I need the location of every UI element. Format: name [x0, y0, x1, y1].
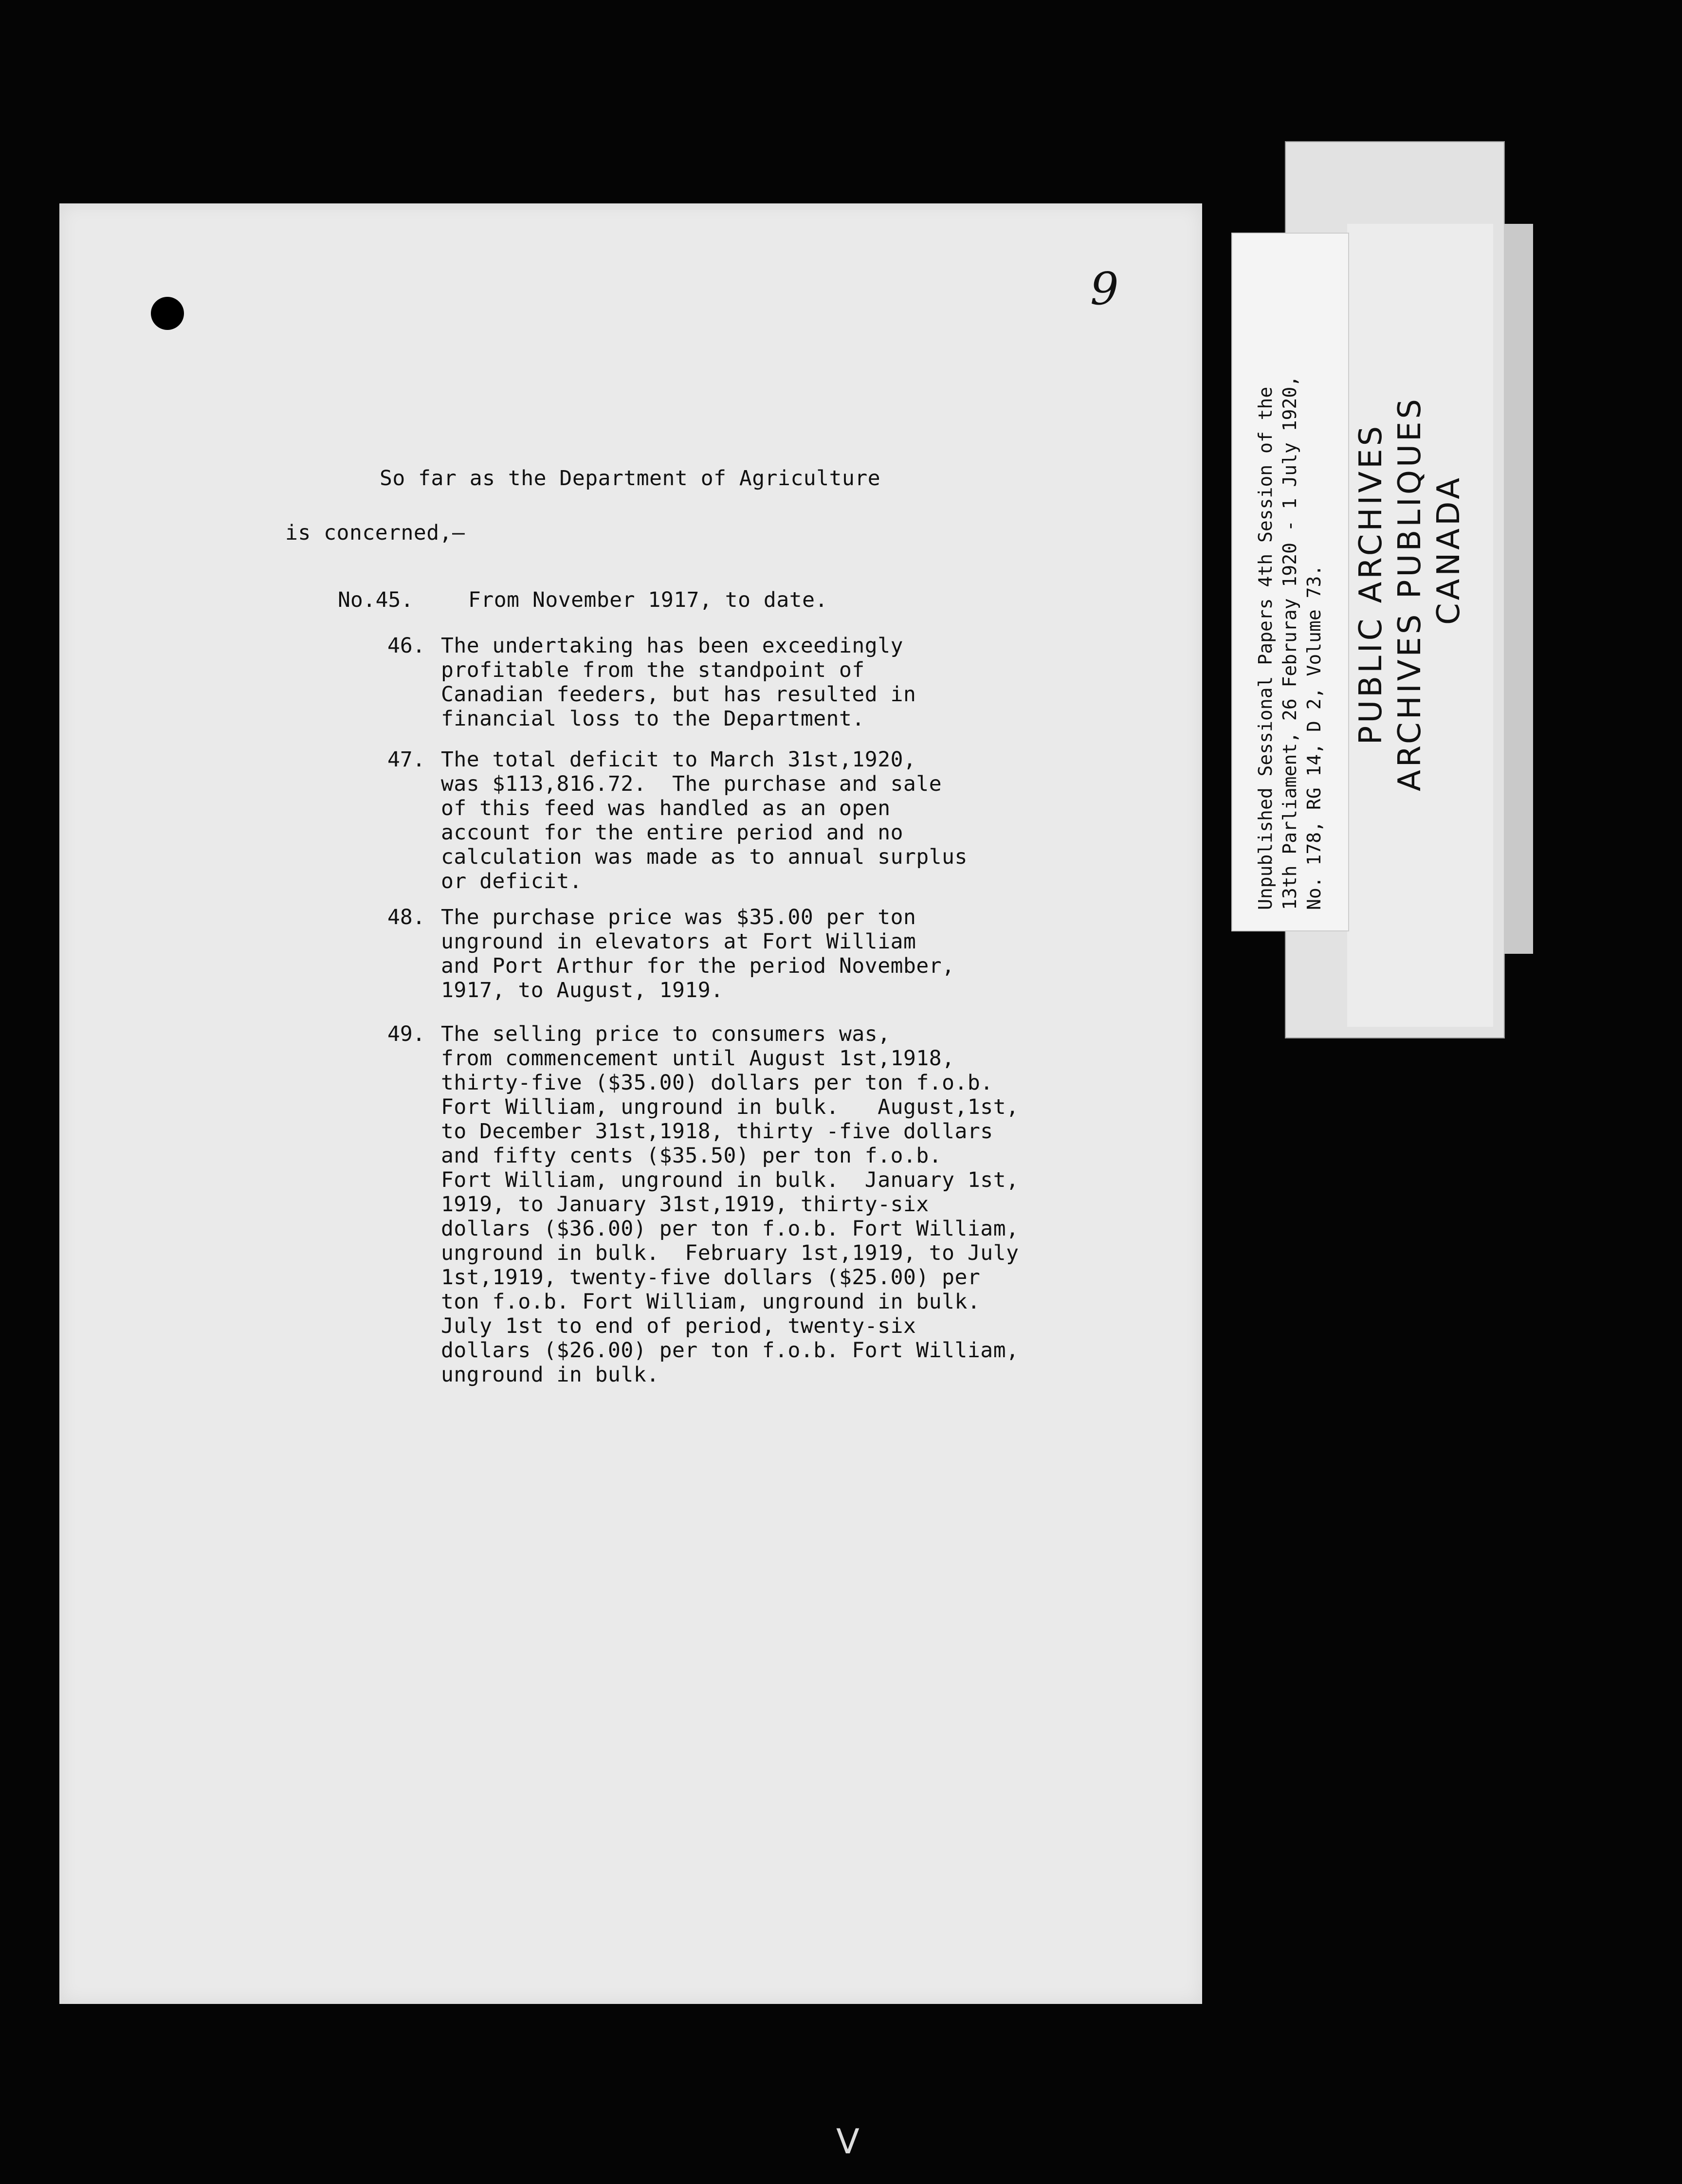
- paragraph-number-48: 48.: [387, 905, 425, 929]
- handwritten-page-number: 9: [1090, 263, 1119, 315]
- paragraph-text-45: From November 1917, to date.: [468, 588, 828, 612]
- paragraph-number-45: No.45.: [338, 588, 414, 612]
- paragraph-number-47: 47.: [387, 747, 425, 772]
- intro-line-1: So far as the Department of Agriculture: [380, 466, 881, 491]
- paragraph-text-48: The purchase price was $35.00 per ton unground in elevators at Fort William and Port Arthur for the period November, 1917, to August, 1919.: [441, 905, 955, 1002]
- archive-reference-text: Unpublished Sessional Papers 4th Session of the 13th Parliament, 26 Februray 1920 - 1 July 1920, No. 178, RG 14, D 2, Volume 73.: [1255, 375, 1325, 910]
- archive-card-edge: [1504, 224, 1533, 954]
- paragraph-number-49: 49.: [387, 1022, 425, 1046]
- bottom-tick-mark: V: [836, 2122, 859, 2162]
- intro-line-2: is concerned,—: [285, 521, 465, 545]
- archive-stamp-line-1: PUBLIC ARCHIVES: [1353, 423, 1389, 745]
- archive-stamp-line-2: ARCHIVES PUBLIQUES: [1392, 396, 1428, 792]
- punch-hole: [151, 297, 184, 330]
- archive-stamp-line-3: CANADA: [1431, 474, 1467, 625]
- paragraph-number-46: 46.: [387, 634, 425, 658]
- paragraph-text-49: The selling price to consumers was, from commencement until August 1st,1918, thirty-five ($35.00) dollars per ton f.o.b. Fort William, unground in bulk. August,1st, to December 31st,1918, thirty -five dollars and fifty cents ($35.50) per ton f.o.b. Fort William, unground in bulk. January 1st, 1919, to January 31st,1919, thirty-six dollars ($36.00) per ton f.o.b. Fort William, unground in bulk. February 1st,1919, to July 1st,1919, twenty-five dollars ($25.00) per ton f.o.b. Fort William, unground in bulk. July 1st to end of period, twenty-six dollars ($26.00) per ton f.o.b. Fort William, unground in bulk.: [441, 1022, 1019, 1387]
- paragraph-text-47: The total deficit to March 31st,1920, was $113,816.72. The purchase and sale of this feed was handled as an open account for the entire period and no calculation was made as to annual surplus or deficit.: [441, 747, 968, 893]
- paragraph-text-46: The undertaking has been exceedingly profitable from the standpoint of Canadian feeders, but has resulted in financial loss to the Department.: [441, 634, 916, 731]
